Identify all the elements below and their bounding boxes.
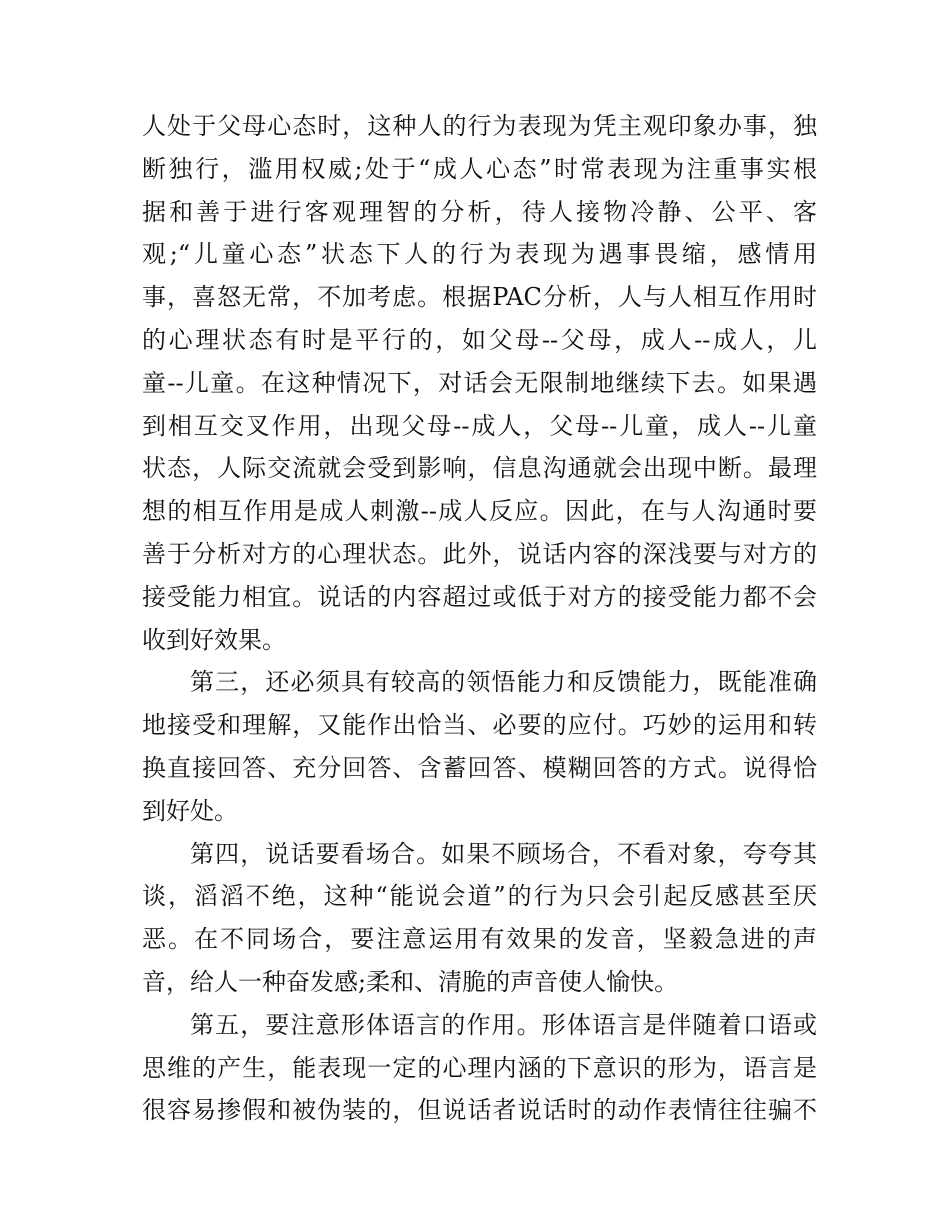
text-line: 童--儿童。在这种情况下，对话会无限制地继续下去。如果遇 bbox=[142, 368, 817, 397]
text-line: 观;“儿童心态”状态下人的行为表现为遇事畏缩，感情用 bbox=[142, 240, 817, 269]
text-line: 思维的产生，能表现一定的心理内涵的下意识的形为，语言是 bbox=[142, 1053, 817, 1082]
paragraph bbox=[142, 833, 817, 1004]
text-line: 接受能力相宜。说话的内容超过或低于对方的接受能力都不会 bbox=[142, 582, 817, 611]
text-line: 很容易掺假和被伪装的，但说话者说话时的动作表情往往骗不 bbox=[142, 1096, 817, 1125]
text-line: 状态，人际交流就会受到影响，信息沟通就会出现中断。最理 bbox=[142, 454, 817, 483]
text-line: 的心理状态有时是平行的，如父母--父母，成人--成人，儿 bbox=[142, 325, 817, 354]
text-line: 想的相互作用是成人刺激--成人反应。因此，在与人沟通时要 bbox=[142, 497, 817, 526]
text-line: 到相互交叉作用，出现父母--成人，父母--儿童，成人--儿童 bbox=[142, 411, 817, 440]
text-line: 人处于父母心态时，这种人的行为表现为凭主观印象办事，独 bbox=[142, 112, 817, 140]
text-line: 地接受和理解，又能作出恰当、必要的应付。巧妙的运用和转 bbox=[142, 711, 817, 740]
paragraph bbox=[142, 105, 817, 661]
text-line: 音，给人一种奋发感;柔和、清脆的声音使人愉快。 bbox=[142, 967, 679, 996]
text-line: 善于分析对方的心理状态。此外，说话内容的深浅要与对方的 bbox=[142, 539, 817, 568]
text-line: 收到好效果。 bbox=[142, 625, 286, 654]
text-line: 事，喜怒无常，不加考虑。根据PAC分析，人与人相互作用时 bbox=[142, 283, 817, 312]
body-text bbox=[142, 105, 817, 1132]
text-line: 据和善于进行客观理智的分析，待人接物冷静、公平、客 bbox=[142, 197, 817, 226]
text-line: 第五，要注意形体语言的作用。形体语言是伴随着口语或 bbox=[190, 1010, 817, 1039]
paragraph bbox=[142, 661, 817, 832]
paragraph bbox=[142, 1004, 817, 1132]
text-line: 断独行，滥用权威;处于“成人心态”时常表现为注重事实根 bbox=[142, 154, 817, 183]
text-line: 谈，滔滔不绝，这种“能说会道”的行为只会引起反感甚至厌 bbox=[142, 882, 817, 911]
text-line: 到好处。 bbox=[142, 796, 238, 825]
text-line: 恶。在不同场合，要注意运用有效果的发音，坚毅急进的声 bbox=[142, 925, 817, 954]
text-line: 第四，说话要看场合。如果不顾场合，不看对象，夸夸其 bbox=[190, 839, 817, 868]
text-line: 第三，还必须具有较高的领悟能力和反馈能力，既能准确 bbox=[190, 668, 817, 697]
text-line: 换直接回答、充分回答、含蓄回答、模糊回答的方式。说得恰 bbox=[142, 753, 817, 782]
